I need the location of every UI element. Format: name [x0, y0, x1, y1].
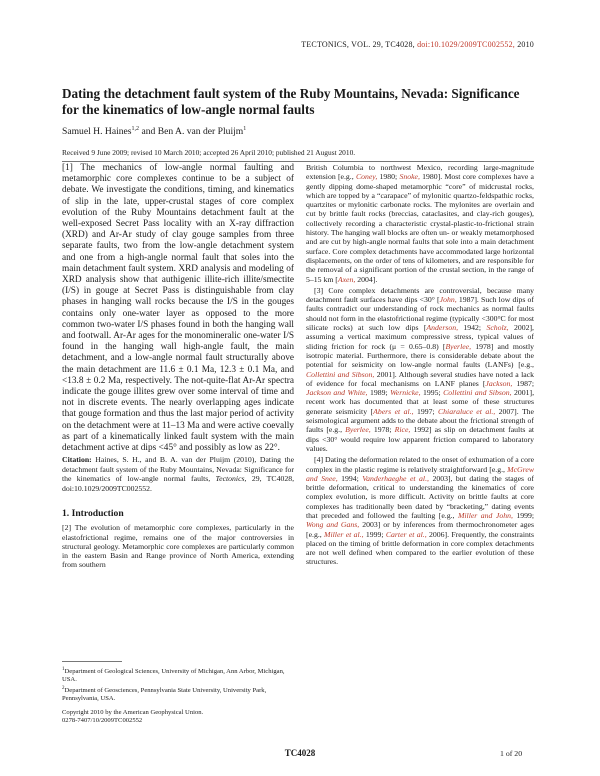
paragraph-number: [4]	[314, 455, 324, 465]
abstract	[62, 163, 294, 454]
journal-name: TECTONICS, VOL. 29, TC4028,	[301, 40, 415, 49]
text: Dating the deformation related to the onset of exhumation of a core complex in the plastic regime is relatively straightforward [e.g.,	[306, 455, 535, 474]
reference-link[interactable]: Jackson,	[485, 378, 513, 388]
text: 1987]. Such low dips of faults contradict our understanding of rock mechanics as normal faults should not form in the elastofrictional regime (typically <300°C for most silicate rocks) at such low dips [	[306, 295, 534, 333]
author-2-affil: 1	[243, 126, 247, 132]
reference-link[interactable]: Miller and John,	[457, 510, 513, 520]
text: 2001]. Although several studies have noted a lack of evidence for focal mechanisms on LANF planes [	[306, 369, 535, 388]
paragraph-number: [2]	[62, 523, 72, 533]
footnote-1-mark: 1	[62, 667, 65, 672]
text: 2001], recent work has documented that at least some of these structures generate seismicity [	[306, 388, 535, 416]
paragraph-3	[306, 286, 534, 453]
text: 1994;	[341, 473, 359, 483]
page-number: 1 of 20	[500, 749, 523, 758]
reference-link[interactable]: Jackson and White,	[306, 388, 368, 398]
author-line	[62, 126, 246, 137]
text: 2003], but dating the stages of brittle deformation, critical to understanding the kinematics of core complex evolution, is more difficult. Activity on brittle faults at core complexes has traditionally been dated by “bracketing,” dating events that preceded and followed the faulting [e.g.,	[306, 473, 534, 520]
text: 2004].	[357, 274, 378, 284]
footnote-2-mark: 2	[62, 686, 65, 691]
citation-tail: 29, TC4028, doi:10.1029/2009TC002552.	[62, 474, 295, 493]
doi-link[interactable]: doi:10.1029/2009TC002552,	[417, 40, 515, 49]
footnote-rule	[62, 661, 122, 662]
text: 1987;	[516, 378, 534, 388]
reference-link[interactable]: Carter et al.,	[385, 529, 427, 539]
reference-link[interactable]: Byerlee,	[445, 341, 472, 351]
received-dates: Received 9 June 2009; revised 10 March 2010; accepted 26 April 2010; published 21 August 2010.	[62, 148, 356, 157]
text: 1980;	[379, 172, 398, 182]
abstract-text: The mechanics of low-angle normal faulting and metamorphic core complexes continue to be a subject of debate. We investigate the conditions, timing, and kinematics of slip in the late, upper-crustal stages of core complex evolution of the Ruby Mountains detachment fault at the well-exposed Secret Pass locality with an X-ray diffraction (XRD) and Ar-Ar study of clay gouge samples from three separate faults, two from the low-angle detachment system and one from a high-angle normal fault that soles into the main detachment fault system. XRD analysis and modeling of XRD analysis show that authigenic illite-rich illite/smectite (I/S) in gouge at Secret Pass is distinguishable from clay phases in hanging wall rocks because the I/S in the gouges contains only one-water layer as opposed to the more common two-water I/S phases found in both the hanging wall and footwall. Ar-Ar ages for the monomineralic one-water I/S found in the hanging wall high-angle fault, the main detachment, and a low-angle normal fault structurally above the main detachment are 11.6 ± 0.1 Ma, 12.3 ± 0.1 Ma, and <13.8 ± 0.2 Ma, respectively. The not-quite-flat Ar-Ar spectra indicate the gouge illites grew over some interval of time and not in discrete events. The nearly overlapping ages indicate that gouge formation and thus the last major period of activity on the detachment were at 11–13 Ma and were active coevally as part of a kinematically linked fault system with the main detachment active at dips <45° and possibly as low as 22°.	[62, 163, 295, 454]
reference-link[interactable]: Rice,	[394, 425, 411, 435]
text: 2002], assuming a vertical maximum compressive stress, typical values of sliding friction for rock (μ = 0.65–0.8) [	[306, 323, 534, 351]
text: 1992] as slip on detachment faults at dips <30° would require low apparent friction compared to laboratory values.	[306, 425, 535, 453]
reference-link[interactable]: Miller et al.,	[324, 529, 364, 539]
footnote-1-text: Department of Geological Sciences, University of Michigan, Ann Arbor, Michigan, USA.	[62, 668, 285, 684]
issn-line: 0278-7407/10/2009TC002552	[62, 717, 143, 724]
footnote-1	[62, 666, 294, 684]
text: 1989;	[369, 388, 388, 398]
article-id-footer: TC4028	[284, 748, 316, 758]
text: 1942;	[463, 323, 482, 333]
reference-link[interactable]: Collettini and Sibson,	[443, 388, 512, 398]
reference-link[interactable]: Wong and Gans,	[306, 520, 360, 530]
reference-link[interactable]: Anderson,	[426, 323, 459, 333]
intro-paragraph	[62, 523, 294, 569]
reference-link[interactable]: Wernicke,	[390, 388, 421, 398]
author-1: Samuel H. Haines	[62, 126, 132, 138]
intro-continuation	[306, 163, 534, 284]
text: 2007]. The seismological argument adds to the debate about the frictional strength of faults [e.g.,	[306, 406, 535, 435]
text: 2006]. Frequently, the constraints placed on the timing of brittle deformation in core complex detachments are not well defined when compared to the earlier evolution of these structures.	[306, 529, 535, 567]
text: 1999;	[516, 510, 535, 520]
text: Core complex detachments are controversial, because many detachment fault surfaces have dips <30° [	[306, 285, 534, 305]
text: 1978] and mostly isotropic material. Furthermore, there is considerable debate about the potential for seismicity on low-angle normal faults (LANFs) [e.g.,	[306, 341, 534, 370]
right-column	[306, 163, 534, 567]
reference-link[interactable]: Abers et al.,	[373, 406, 414, 416]
paragraph-4	[306, 455, 534, 567]
citation-text: Haines, S. H., and B. A. van der Pluijm (2010), Dating the detachment fault system of the Ruby Mountains, Nevada: Significance for the kinematics of low-angle normal faults,	[62, 455, 295, 484]
reference-link[interactable]: Collettini and Sibson,	[306, 369, 375, 379]
intro-text: The evolution of metamorphic core complexes, particularly in the elastofrictional regime, remains one of the major controversies in structural geology. Metamorphic core complexes are particularly common in the eastern Basin and Range province of North America, extending from southern	[62, 523, 294, 570]
footnote-2	[62, 685, 294, 703]
author-2: and Ben A. van der Pluijm	[139, 126, 244, 138]
header-rule	[62, 161, 534, 162]
citation-label: Citation:	[62, 455, 92, 465]
text: 1980]. Most core complexes have a gently dipping dome-shaped metamorphic “core” of midcrustal rocks, which are topped by a “carapace” of mylonitic quartzo-feldspathic rocks, quartzites or mylonitic carbonate rocks. The mylonites are overlain and cut by brittle fault rocks (breccias, cataclasites, and clay-rich gouges), collectively recording a characteristic crystal-plastic-to-frictional strain history. The hanging wall blocks are often un- or weakly metamorphosed and are cut by high-angle normal faults that sole into a main detachment surface. Core complex detachments have accommodated large horizontal displacements, on the order of tens of kilometers, and are responsible for the removal of a significant portion of the crustal section, in the range of 5–15 km [	[306, 172, 534, 284]
reference-link[interactable]: John,	[439, 295, 457, 305]
footnote-2-text: Department of Geosciences, Pennsylvania State University, University Park, Pennsylvania, USA.	[62, 687, 267, 703]
text: 1995;	[423, 388, 441, 398]
text: 1999;	[365, 529, 384, 539]
running-header	[0, 40, 534, 49]
section-heading: 1. Introduction	[62, 507, 124, 519]
reference-link[interactable]: Snoke,	[399, 172, 420, 182]
author-1-affil: 1,2	[131, 126, 140, 132]
citation	[62, 455, 294, 493]
copyright-line: Copyright 2010 by the American Geophysical Union.	[62, 709, 204, 716]
reference-link[interactable]: McGrew and Snee,	[306, 464, 534, 483]
text: 2003] or by inferences from thermochronometer ages [e.g.,	[306, 520, 535, 539]
left-column	[62, 163, 294, 570]
citation-journal: Tectonics,	[215, 474, 247, 484]
article-title: Dating the detachment fault system of the Ruby Mountains, Nevada: Significance for the kinematics of low-angle normal faults	[62, 86, 520, 117]
text: 1978;	[373, 425, 392, 435]
reference-link[interactable]: Chiaraluce et al.,	[438, 406, 496, 416]
reference-link[interactable]: Axen,	[337, 274, 356, 284]
header-year: 2010	[517, 40, 534, 49]
reference-link[interactable]: Scholz,	[486, 323, 509, 333]
reference-link[interactable]: Byerlee,	[345, 425, 371, 435]
paragraph-number: [3]	[314, 285, 324, 295]
reference-link[interactable]: Coney,	[355, 172, 378, 182]
paragraph-number: [1]	[62, 163, 73, 173]
text: 1997;	[416, 406, 435, 416]
text: British Columbia to northwest Mexico, recording large-magnitude extension [e.g.,	[306, 163, 534, 182]
reference-link[interactable]: Vanderhaeghe et al.,	[362, 473, 429, 483]
